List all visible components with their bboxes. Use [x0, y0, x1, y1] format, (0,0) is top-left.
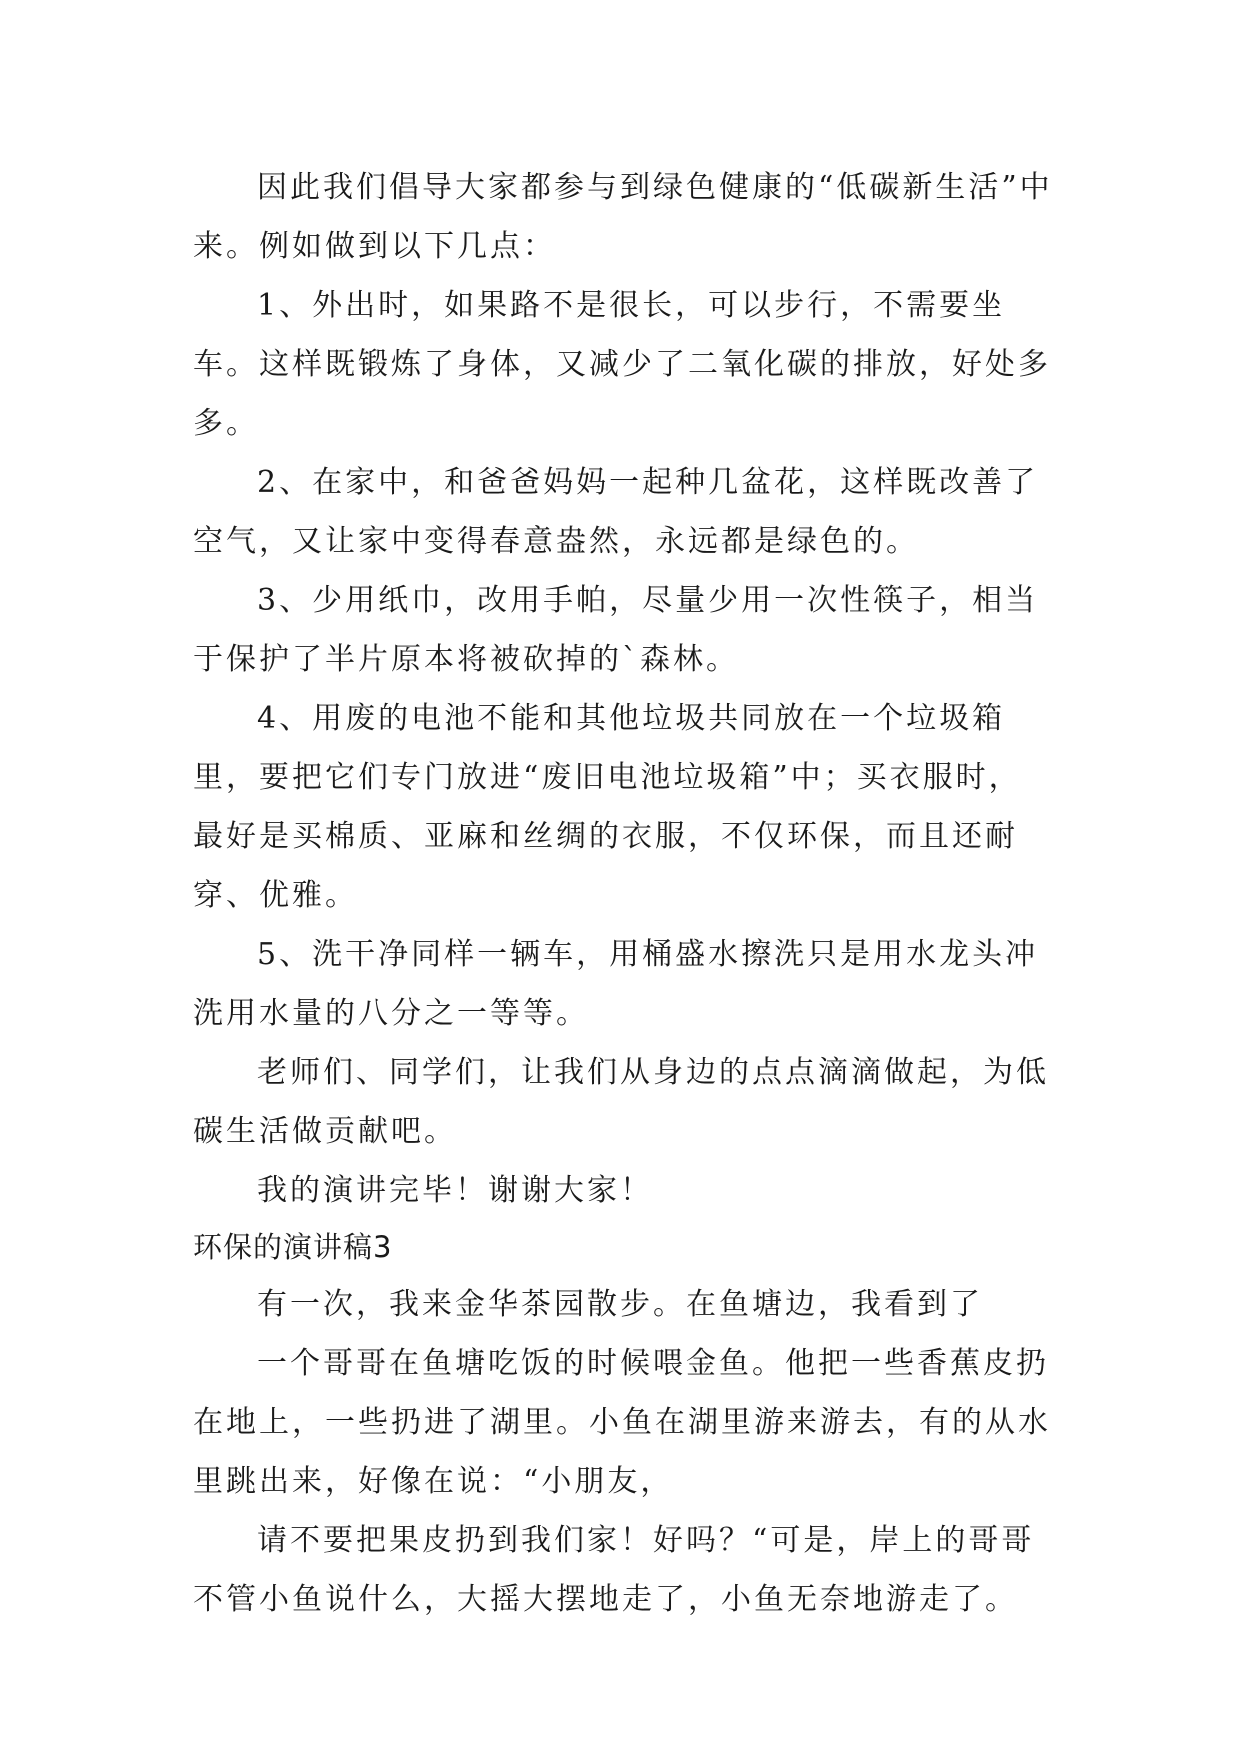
document-body — [193, 158, 1053, 1629]
paragraph-point-1: 1、外出时，如果路不是很长，可以步行，不需要坐车。这样既锻炼了身体，又减少了二氧化碳的排放，好处多多。 — [193, 288, 1051, 441]
paragraph-point-5: 5、洗干净同样一辆车，用桶盛水擦洗只是用水龙头冲洗用水量的八分之一等等。 — [193, 937, 1039, 1031]
paragraph-appeal: 老师们、同学们，让我们从身边的点点滴滴做起，为低碳生活做贡献吧。 — [193, 1055, 1049, 1149]
paragraph-story-3: 请不要把果皮扔到我们家！好吗？“可是，岸上的哥哥不管小鱼说什么，大摇大摆地走了，小鱼无奈地游走了。 — [193, 1523, 1035, 1617]
paragraph-point-3: 3、少用纸巾，改用手帕，尽量少用一次性筷子，相当于保护了半片原本将被砍掉的`森林。 — [193, 583, 1039, 677]
paragraph-intro: 因此我们倡导大家都参与到绿色健康的“低碳新生活”中来。例如做到以下几点： — [193, 170, 1053, 264]
paragraph-story-1: 有一次，我来金华茶园散步。在鱼塘边，我看到了 — [257, 1287, 983, 1322]
paragraph-story-2: 一个哥哥在鱼塘吃饭的时候喂金鱼。他把一些香蕉皮扔在地上，一些扔进了湖里。小鱼在湖里游来游去，有的从水里跳出来，好像在说：“小朋友， — [193, 1346, 1051, 1499]
paragraph-closing: 我的演讲完毕！谢谢大家！ — [257, 1173, 653, 1208]
paragraph-point-4: 4、用废的电池不能和其他垃圾共同放在一个垃圾箱里，要把它们专门放进“废旧电池垃圾箱”中；买衣服时，最好是买棉质、亚麻和丝绸的衣服，不仅环保，而且还耐穿、优雅。 — [193, 701, 1022, 913]
section-heading: 环保的演讲稿3 — [193, 1230, 393, 1264]
paragraph-point-2: 2、在家中，和爸爸妈妈一起种几盆花，这样既改善了空气，又让家中变得春意盎然，永远都是绿色的。 — [193, 465, 1039, 559]
